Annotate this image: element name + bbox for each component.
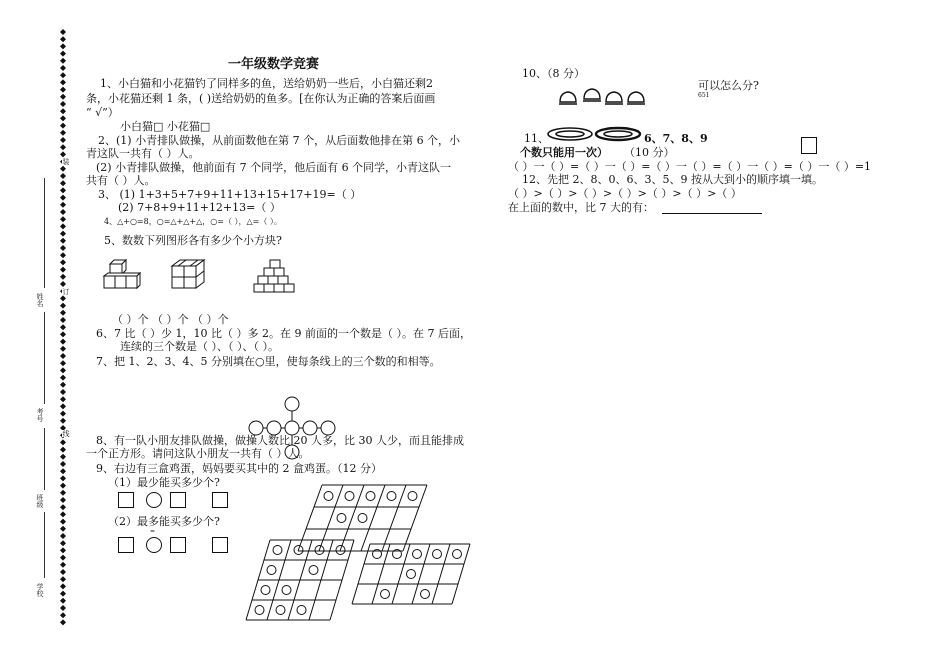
cube-figure-3 — [252, 258, 300, 298]
page-title: 一年级数学竞赛 — [228, 57, 320, 72]
diamond-mark — [60, 195, 66, 201]
diamond-mark — [60, 231, 66, 237]
egg-icon — [309, 566, 318, 575]
q6-line2: 连续的三个数是（ ）、（ ）、（ ）。 — [120, 340, 279, 353]
q3-line1: 3、 (1) 1+3+5+7+9+11+13+15+17+19=（ ） — [98, 188, 362, 201]
diamond-mark — [60, 144, 66, 150]
peach-icon — [584, 89, 600, 99]
diamond-mark — [60, 353, 66, 359]
egg-icon — [366, 492, 375, 501]
peach-icon — [560, 92, 576, 102]
diamond-mark — [60, 461, 66, 467]
diamond-mark — [60, 526, 66, 532]
q11-prefix: 11、 — [524, 132, 549, 145]
egg-icon — [358, 514, 367, 523]
q1-line3: “ √”） — [86, 106, 119, 119]
diamond-mark — [60, 137, 66, 143]
q1-line2: 条，小花猫还剩 1 条，( )送给奶奶的鱼多。[在你认为正确的答案后面画 — [86, 92, 436, 105]
egg-boxes-figure — [240, 482, 480, 622]
equals-mark: = — [150, 528, 156, 535]
diamond-mark — [60, 29, 66, 35]
diamond-mark — [60, 454, 66, 460]
circle-icon — [146, 537, 162, 553]
diamond-mark — [60, 173, 66, 179]
egg-icon — [261, 586, 270, 595]
diamond-mark — [60, 187, 66, 193]
egg-box-top — [298, 485, 427, 551]
binding-name-line — [44, 178, 45, 288]
diamond-mark — [60, 245, 66, 251]
diamond-mark — [60, 216, 66, 222]
diamond-mark — [60, 360, 66, 366]
q11-answer-box — [801, 137, 817, 154]
diamond-mark — [60, 540, 66, 546]
egg-icon — [255, 606, 264, 615]
diamond-mark — [60, 202, 66, 208]
diamond-mark — [60, 375, 66, 381]
q12-answer-line — [662, 213, 762, 214]
diamond-mark — [60, 418, 66, 424]
diamond-mark — [60, 259, 66, 265]
box-icon — [170, 492, 186, 508]
q1-options: 小白猫□ 小花猫□ — [120, 120, 211, 133]
peach-icon — [606, 92, 622, 102]
peach-icon — [628, 92, 644, 102]
binding-school-label: 学校 — [36, 583, 45, 597]
binding-class-label: 班级 — [36, 494, 45, 508]
diamond-mark — [60, 267, 66, 273]
diamond-mark — [60, 303, 66, 309]
q6-line1: 6、7 比（ ）少 1，10 比（ ）多 2。在 9 前面的一个数是（ ）。在 7 后面， — [96, 327, 471, 340]
egg-icon — [324, 492, 333, 501]
egg-icon — [282, 586, 291, 595]
q5-answers: （ ）个 （ ）个 （ ）个 — [112, 313, 229, 326]
diamond-mark — [60, 547, 66, 553]
binding-diamond-column — [58, 28, 71, 628]
diamond-mark — [60, 72, 66, 78]
diamond-mark — [60, 346, 66, 352]
egg-icon — [267, 566, 276, 575]
diamond-mark — [60, 591, 66, 597]
egg-box-left — [246, 540, 354, 620]
q2-line4: 共有（ ）人。 — [86, 174, 156, 187]
q9-sub2-boxes — [118, 528, 233, 553]
q2-line2: 青这队一共有（ ）人。 — [86, 147, 200, 160]
q2-line1: 2、(1) 小青排队做操，从前面数他在第 7 个，从后面数他排在第 6 个，小 — [98, 134, 461, 147]
q9-sub1-boxes — [118, 492, 233, 508]
egg-icon — [345, 492, 354, 501]
egg-icon — [453, 550, 462, 559]
q1-line1: 1、小白猫和小花猫钓了同样多的鱼，送给奶奶一些后，小白猫还剩2 — [100, 77, 433, 90]
diamond-mark — [60, 497, 66, 503]
diamond-mark — [60, 439, 66, 445]
egg-icon — [381, 590, 390, 599]
diamond-mark — [60, 555, 66, 561]
box-icon — [212, 537, 228, 553]
cube-figure-2 — [168, 258, 210, 292]
plate-row — [546, 126, 646, 146]
peach-row — [558, 90, 658, 110]
diamond-mark — [60, 51, 66, 57]
binding-tab-b: 订 — [62, 288, 71, 295]
diamond-mark — [60, 223, 66, 229]
binding-tab-c: 线 — [62, 430, 71, 437]
q9-sub2: （2）最多能买多少个? — [108, 515, 220, 528]
diamond-mark — [60, 94, 66, 100]
diamond-mark — [60, 519, 66, 525]
q11-line2: 个数只能用一次） — [520, 146, 608, 159]
diamond-mark — [60, 209, 66, 215]
binding-tab-a: 装 — [62, 158, 71, 165]
diamond-mark — [60, 504, 66, 510]
diamond-mark — [60, 36, 66, 42]
diamond-mark — [60, 483, 66, 489]
diamond-mark — [60, 569, 66, 575]
egg-icon — [337, 514, 346, 523]
q9-text: 9、右边有三盒鸡蛋，妈妈要买其中的 2 盒鸡蛋。（12 分） — [96, 462, 382, 475]
egg-icon — [408, 492, 417, 501]
box-icon — [118, 492, 134, 508]
diamond-mark — [60, 43, 66, 49]
egg-box-right — [352, 544, 470, 604]
binding-school-line — [44, 512, 45, 578]
diamond-mark — [60, 65, 66, 71]
box-icon — [170, 537, 186, 553]
egg-icon — [407, 570, 416, 579]
egg-icon — [433, 550, 442, 559]
binding-exam-label: 考号 — [36, 408, 45, 422]
diamond-mark — [60, 389, 66, 395]
diamond-mark — [60, 403, 66, 409]
diamond-mark — [60, 295, 66, 301]
diamond-mark — [60, 339, 66, 345]
diamond-mark — [60, 533, 66, 539]
diamond-mark — [60, 468, 66, 474]
diamond-mark — [60, 447, 66, 453]
diamond-mark — [60, 490, 66, 496]
q10-digits: 651 — [698, 92, 710, 99]
egg-icon — [276, 606, 285, 615]
diamond-mark — [60, 411, 66, 417]
q11-numbers: 6、7、8、9 — [644, 132, 708, 145]
diamond-mark — [60, 151, 66, 157]
diamond-mark — [60, 576, 66, 582]
diamond-mark — [60, 274, 66, 280]
egg-icon — [413, 550, 422, 559]
binding-exam-line — [44, 312, 45, 404]
diamond-mark — [60, 79, 66, 85]
egg-icon — [421, 590, 430, 599]
q12-line3: 在上面的数中，比 7 大的有： — [508, 201, 654, 214]
diamond-mark — [60, 511, 66, 517]
egg-icon — [273, 546, 282, 555]
diamond-mark — [60, 281, 66, 287]
diamond-mark — [60, 367, 66, 373]
diamond-mark — [60, 180, 66, 186]
egg-icon — [387, 492, 396, 501]
diamond-mark — [60, 475, 66, 481]
binding-class-line — [44, 428, 45, 490]
diamond-mark — [60, 310, 66, 316]
q10-question: 可以怎么分? — [698, 79, 759, 92]
diamond-mark — [60, 562, 66, 568]
diamond-mark — [60, 238, 66, 244]
diamond-mark — [60, 123, 66, 129]
diamond-mark — [60, 396, 66, 402]
diamond-mark — [60, 252, 66, 258]
q7-text: 7、把 1、2、3、4、5 分别填在○里，使每条线上的三个数的和相等。 — [96, 355, 441, 368]
q4-line: 4、△+○=8，○=△+△+△，○=（ ），△=（ ）。 — [104, 217, 282, 226]
diamond-mark — [60, 619, 66, 625]
q10-label: 10、（8 分） — [522, 67, 585, 80]
box-icon — [212, 492, 228, 508]
diamond-mark — [60, 108, 66, 114]
diamond-mark — [60, 583, 66, 589]
box-icon — [118, 537, 134, 553]
q5-text: 5、数数下列图形各有多少个小方块? — [104, 234, 282, 247]
q11-equation: （ ）一（ ）=（ ）一（ ）=（ ）一（ ）=（ ）一（ ）=（ ）一（ ）=1 — [508, 160, 872, 173]
q8-line1: 8、有一队小朋友排队做操，做操人数比 20 人多，比 30 人少，而且能排成 — [96, 434, 464, 447]
diamond-mark — [60, 58, 66, 64]
diamond-mark — [60, 612, 66, 618]
binding-name-label: 姓名 — [36, 293, 45, 307]
q2-line3: (2) 小青排队做操，他前面有 7 个同学，他后面有 6 个同学，小青这队一 — [96, 161, 452, 174]
diamond-mark — [60, 324, 66, 330]
diamond-mark — [60, 331, 66, 337]
diamond-mark — [60, 605, 66, 611]
circle-icon — [146, 492, 162, 508]
diamond-mark — [60, 87, 66, 93]
diamond-mark — [60, 598, 66, 604]
q3-line2: (2) 7+8+9+11+12+13=（ ） — [118, 201, 281, 214]
q12-line1: 12、先把 2、8、0、6、3、5、9 按从大到小的顺序填一填。 — [522, 173, 823, 186]
egg-icon — [297, 606, 306, 615]
q9-sub1: （1）最少能买多少个? — [108, 476, 220, 489]
diamond-mark — [60, 166, 66, 172]
diamond-mark — [60, 101, 66, 107]
q12-line2: （ ）>（ ）>（ ）>（ ）>（ ）>（ ）>（ ） — [508, 187, 742, 200]
diamond-mark — [60, 317, 66, 323]
q11-points: （10 分） — [624, 146, 675, 159]
diamond-mark — [60, 130, 66, 136]
cube-figure-1 — [102, 258, 142, 292]
diamond-mark — [60, 115, 66, 121]
q8-line2: 一个正方形。请问这队小朋友一共有（ ）人。 — [86, 447, 310, 460]
diamond-mark — [60, 382, 66, 388]
